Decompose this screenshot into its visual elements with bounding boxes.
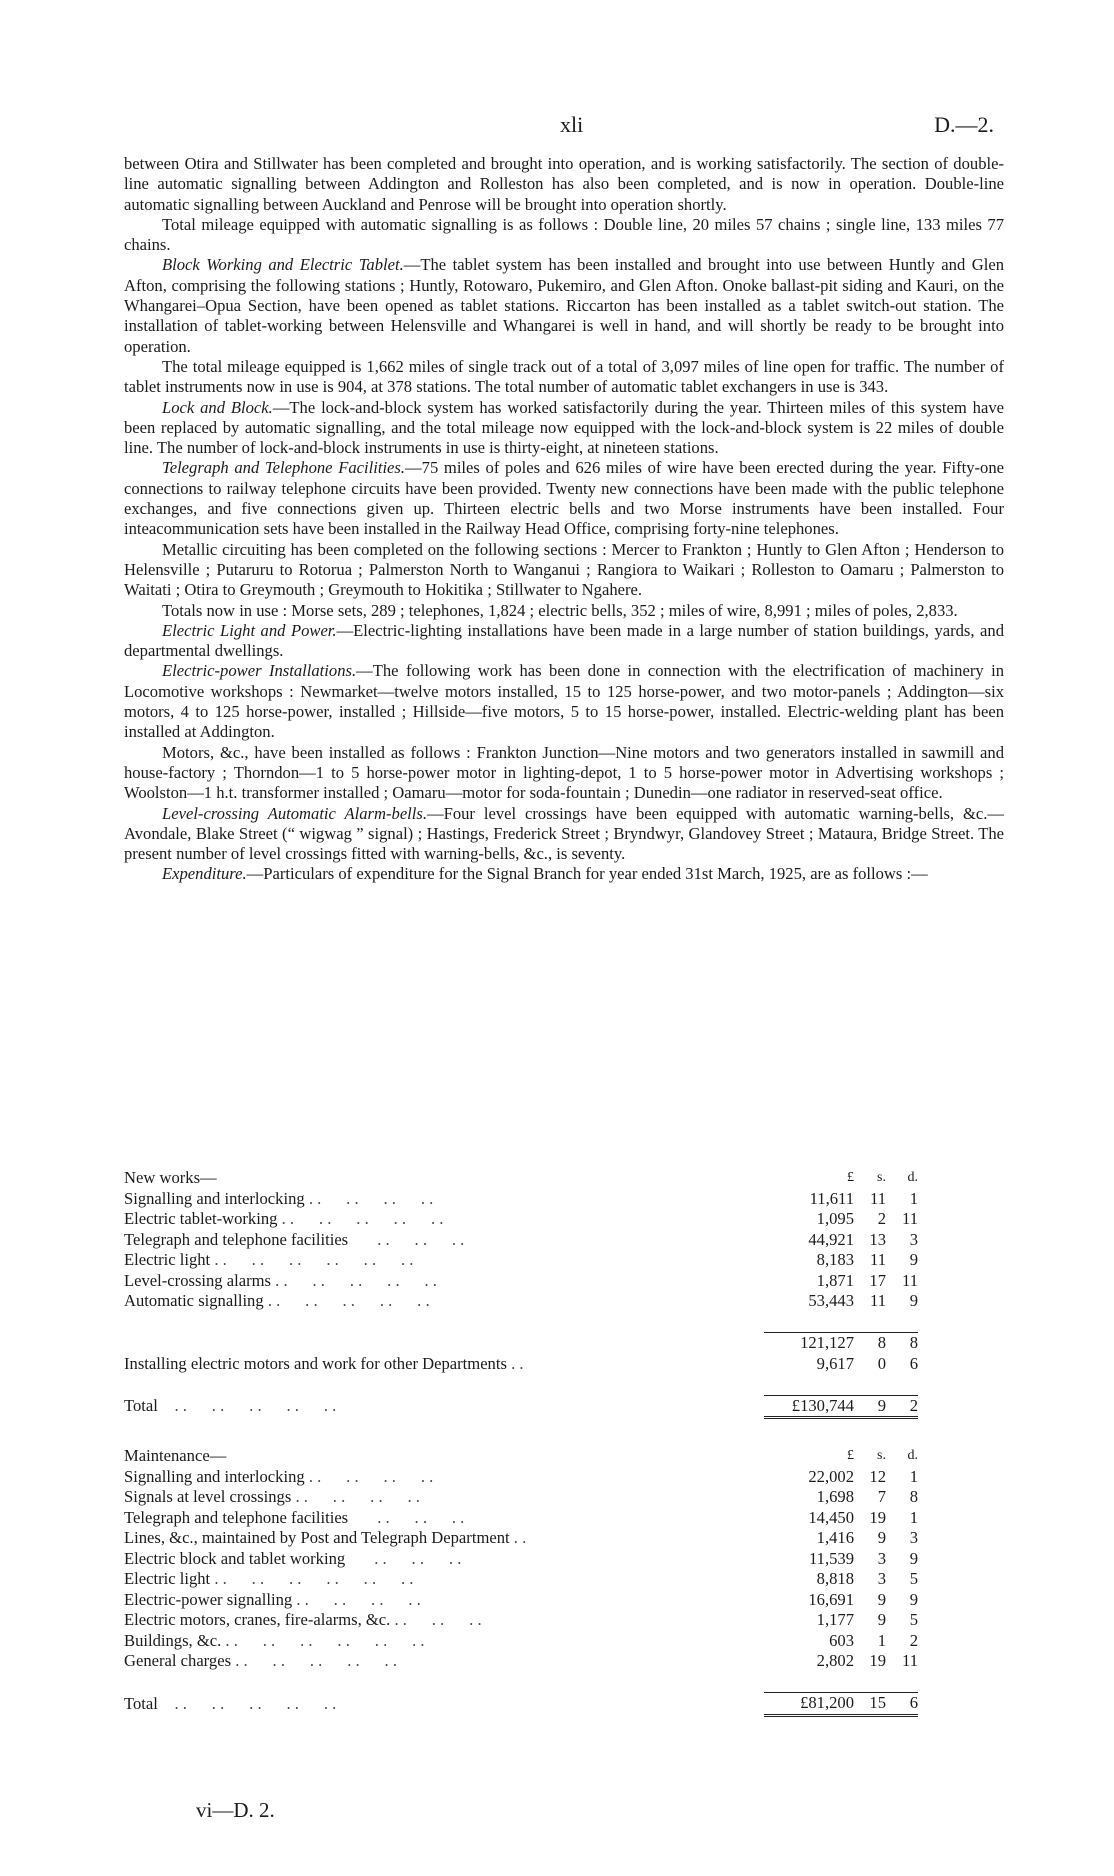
page-footer-signature: vi—D. 2. [196, 1798, 275, 1822]
paragraph: Block Working and Electric Tablet.—The tablet system has been installed and brought into use between Huntly and Glen Afton, comprising the following stations ; Huntly, Rotowaro, Pukemiro, and Glen Afton. Onoke ballast-pit siding and Kauri, on the Whangarei–Opua Section, have been opened as tablet stations. Riccarton has been installed as a tablet switch-out station. The installation of tablet-working between Helensville and Whangarei is well in hand, and will shortly be ready to be brought into operation. [124, 255, 1004, 356]
amount-shillings: 9 [877, 1610, 886, 1629]
table-row: Signalling and interlocking . . . . . . . . 22,002 12 1 [124, 1466, 918, 1486]
paragraph: Electric-power Installations.—The following work has been done in connection with the electrification of machinery in Locomotive workshops : Newmarket—twelve motors installed, 15 to 125 horse-power, and two motor-panels ; Addington—six motors, 4 to 125 horse-power, installed ; Hillside—five motors, 5 to 15 horse-power, installed. Electric-welding plant has been installed at Addington. [124, 661, 1004, 742]
paragraph: Level-crossing Automatic Alarm-bells.—Four level crossings have been equipped with automatic warning-bells, &c.—Avondale, Blake Street (“ wigwag ” signal) ; Hastings, Frederick Street ; Bryndwyr, Glandovey Street ; Mataura, Bridge Street. The present number of level crossings fitted with warning-bells, &c., is seventy. [124, 803, 1004, 864]
table-row: Electric block and tablet working . . . . . . 11,539 3 9 [124, 1548, 918, 1568]
section-heading: Electric-power Installations. [162, 661, 357, 681]
amount-shillings: 11 [870, 1250, 886, 1269]
amount-shillings: 19 [869, 1507, 886, 1527]
amount-shillings: 0 [877, 1353, 886, 1373]
row-label: Electric light [124, 1250, 211, 1269]
amount-pence: 3 [909, 1229, 918, 1249]
amount-shillings: 12 [869, 1466, 886, 1486]
row-label: Level-crossing alarms [124, 1270, 271, 1290]
row-label: Electric tablet-working [124, 1209, 278, 1228]
amount-pounds: 1,871 [816, 1270, 854, 1290]
table-row: Lines, &c., maintained by Post and Telegraph Department . . 1,416 9 3 [124, 1528, 918, 1547]
total-pounds: £130,744 [764, 1395, 854, 1418]
amount-pounds: 8,183 [816, 1250, 854, 1269]
subtotal-row [124, 1333, 1024, 1354]
amount-shillings: 1 [877, 1630, 886, 1650]
amount-shillings: 17 [869, 1270, 886, 1290]
row-label: General charges [124, 1651, 232, 1670]
paragraph: Expenditure.—Particulars of expenditure for the Signal Branch for year ended 31st March, 1925, are as follows :— [162, 864, 928, 884]
table-row: Telegraph and telephone facilities . . . . . . 44,921 13 3 [124, 1229, 918, 1249]
amount-pounds: 1,177 [816, 1610, 854, 1629]
row-label: Automatic signalling [124, 1291, 264, 1310]
row-label: Telegraph and telephone facilities [124, 1507, 349, 1527]
amount-shillings: 9 [877, 1528, 886, 1547]
total-pence: 2 [886, 1395, 918, 1418]
unit-shillings: s. [877, 1170, 886, 1185]
total-shillings: 9 [854, 1395, 886, 1418]
page-header [0, 112, 1114, 142]
amount-pence: 1 [909, 1466, 918, 1486]
amount-shillings: 3 [877, 1548, 886, 1568]
table-row: Electric-power signalling . . . . . . . . 16,691 9 9 [124, 1589, 918, 1609]
table-row: Electric light . . . . . . . . . . . . 8,183 11 9 [124, 1250, 918, 1269]
amount-pounds: 9,617 [816, 1353, 854, 1373]
paragraph: Total mileage equipped with automatic signalling is as follows : Double line, 20 miles 57 chains ; single line, 133 miles 77 chains. [124, 214, 1004, 255]
amount-pence: 9 [909, 1291, 918, 1310]
amount-pence: 2 [909, 1630, 918, 1650]
page-number: xli [560, 112, 584, 137]
amount-shillings: 19 [869, 1651, 886, 1670]
subtotal-pounds: 121,127 [764, 1333, 854, 1354]
amount-shillings: 11 [870, 1291, 886, 1310]
table-row: General charges . . . . . . . . . . 2,802 19 11 [124, 1651, 918, 1670]
paragraph: Telegraph and Telephone Facilities.—75 miles of poles and 626 miles of wire have been erected during the year. Fifty-one connections to railway telephone circuits have been provided. Twenty new connections have been made with the public telephone exchanges, and five connections given up. Thirteen electric bells and two Morse instruments have been installed. Four inteacommunication sets have been installed in the Railway Head Office, comprising forty-nine telephones. [124, 458, 1004, 539]
amount-shillings: 7 [877, 1487, 886, 1506]
table-row: Electric motors, cranes, fire-alarms, &c. . . . . . . 1,177 9 5 [124, 1610, 918, 1629]
table-row: Installing electric motors and work for other Departments . . 9,617 0 6 [124, 1353, 918, 1373]
total-shillings: 15 [854, 1693, 886, 1716]
amount-pence: 9 [909, 1589, 918, 1609]
row-label: Signals at level crossings [124, 1487, 292, 1506]
new-works-table [124, 1168, 1024, 1419]
amount-pounds: 53,443 [808, 1291, 854, 1310]
amount-shillings: 3 [877, 1569, 886, 1588]
amount-pence: 1 [909, 1507, 918, 1527]
total-pence: 6 [886, 1693, 918, 1716]
row-label: Electric block and tablet working [124, 1548, 346, 1568]
amount-pence: 5 [909, 1569, 918, 1588]
row-label: Lines, &c., maintained by Post and Telegraph Department [124, 1528, 510, 1547]
amount-pounds: 1,095 [816, 1209, 854, 1228]
unit-pence: d. [907, 1448, 918, 1463]
total-row: Total . . . . . . . . . . £130,744 9 2 [124, 1395, 1024, 1418]
paragraph: Totals now in use : Morse sets, 289 ; telephones, 1,824 ; electric bells, 352 ; miles of wire, 8,991 ; miles of poles, 2,833. [162, 600, 958, 620]
amount-shillings: 11 [870, 1188, 886, 1208]
row-label: Electric-power signalling [124, 1589, 293, 1609]
table-group-header [124, 1446, 1024, 1467]
amount-pence: 6 [909, 1353, 918, 1373]
section-heading: Telegraph and Telephone Facilities. [162, 458, 406, 478]
amount-pounds: 1,416 [816, 1528, 854, 1547]
amount-shillings: 2 [877, 1209, 886, 1228]
row-label: Buildings, &c. [124, 1630, 222, 1650]
table-group-header [124, 1168, 1024, 1189]
amount-pounds: 2,802 [816, 1651, 854, 1670]
amount-pence: 11 [902, 1270, 918, 1290]
amount-pounds: 11,611 [809, 1188, 854, 1208]
row-label: Signalling and interlocking [124, 1188, 305, 1208]
amount-pence: 1 [909, 1188, 918, 1208]
section-heading: Block Working and Electric Tablet. [162, 255, 404, 275]
row-label: Signalling and interlocking [124, 1466, 305, 1486]
amount-pence: 11 [902, 1651, 918, 1670]
amount-pounds: 14,450 [808, 1507, 854, 1527]
total-label: Total [124, 1396, 158, 1415]
row-label: Electric motors, cranes, fire-alarms, &c. [124, 1610, 391, 1629]
amount-pounds: 16,691 [808, 1589, 854, 1609]
amount-pounds: 11,539 [808, 1548, 854, 1568]
amount-pounds: 1,698 [816, 1487, 854, 1506]
table-row: Signals at level crossings . . . . . . . . 1,698 7 8 [124, 1487, 918, 1506]
row-label: Telegraph and telephone facilities [124, 1229, 349, 1249]
amount-pence: 8 [909, 1487, 918, 1506]
amount-pence: 11 [902, 1209, 918, 1228]
paragraph: Motors, &c., have been installed as follows : Frankton Junction—Nine motors and two generators installed in sawmill and house-factory ; Thorndon—1 to 5 horse-power motor in lighting-depot, 1 to 5 horse-power motor in Advertising workshops ; Woolston—1 h.t. transformer installed ; Oamaru—motor for soda-fountain ; Dunedin—one radiator in reserved-seat office. [124, 742, 1004, 803]
paragraph: between Otira and Stillwater has been completed and brought into operation, and is working satisfactorily. The section of double-line automatic signalling between Addington and Rolleston has also been completed, and is now in operation. Double-line automatic signalling between Auckland and Penrose will be brought into operation shortly. [124, 154, 1004, 214]
document-reference: D.—2. [934, 112, 994, 137]
unit-pounds: £ [847, 1170, 854, 1185]
amount-shillings: 13 [869, 1229, 886, 1249]
table-row: Telegraph and telephone facilities . . . . . . 14,450 19 1 [124, 1507, 918, 1527]
table-row: Automatic signalling . . . . . . . . . . 53,443 11 9 [124, 1291, 918, 1310]
amount-pence: 5 [909, 1610, 918, 1629]
table-row: Buildings, &c. . . . . . . . . . . . . 603 1 2 [124, 1630, 918, 1650]
row-label: Electric light [124, 1569, 211, 1588]
row-label: Installing electric motors and work for other Departments [124, 1353, 507, 1373]
table-row: Level-crossing alarms . . . . . . . . . . 1,871 17 11 [124, 1270, 918, 1290]
table-row: Electric tablet-working . . . . . . . . . . 1,095 2 11 [124, 1209, 918, 1228]
maintenance-table [124, 1446, 1024, 1717]
table-row: Signalling and interlocking . . . . . . . . 11,611 11 1 [124, 1188, 918, 1208]
section-heading: Level-crossing Automatic Alarm-bells. [162, 803, 428, 823]
paragraph: Metallic circuiting has been completed on the following sections : Mercer to Frankton ; Huntly to Glen Afton ; Henderson to Helensville ; Putaruru to Rotorua ; Palmerston North to Wanganui ; Rangiora to Waikari ; Rolleston to Oamaru ; Palmerston to Waitati ; Otira to Greymouth ; Greymouth to Hokitika ; Stillwater to Ngahere. [124, 539, 1004, 600]
body-text [124, 154, 1004, 885]
amount-pounds: 22,002 [808, 1466, 854, 1486]
unit-pence: d. [907, 1170, 918, 1185]
unit-shillings: s. [877, 1448, 886, 1463]
amount-pence: 3 [909, 1528, 918, 1547]
amount-pounds: 8,818 [816, 1569, 854, 1588]
total-label: Total [124, 1693, 158, 1713]
amount-pounds: 603 [829, 1630, 854, 1650]
total-pounds: £81,200 [764, 1693, 854, 1716]
section-heading: Lock and Block. [162, 397, 273, 417]
table-row: Electric light . . . . . . . . . . . . 8,818 3 5 [124, 1569, 918, 1588]
amount-pounds: 44,921 [808, 1229, 854, 1249]
amount-pence: 9 [909, 1548, 918, 1568]
paragraph: Lock and Block.—The lock-and-block system has worked satisfactorily during the year. Thirteen miles of this system have been replaced by automatic signalling, and the total mileage now equipped with the lock-and-block system is 22 miles of double line. The number of lock-and-block instruments in use is thirty-eight, at nineteen stations. [124, 397, 1004, 458]
unit-pounds: £ [847, 1448, 854, 1463]
total-row: Total . . . . . . . . . . £81,200 15 6 [124, 1693, 1024, 1716]
group-title: Maintenance— [124, 1446, 227, 1465]
amount-shillings: 9 [877, 1589, 886, 1609]
paragraph: Electric Light and Power.—Electric-lighting installations have been made in a large number of station buildings, yards, and departmental dwellings. [124, 620, 1004, 661]
group-title: New works— [124, 1168, 217, 1187]
subtotal-pence: 8 [886, 1333, 918, 1354]
paragraph: The total mileage equipped is 1,662 miles of single track out of a total of 3,097 miles of line open for traffic. The number of tablet instruments now in use is 904, at 378 stations. The total number of automatic tablet exchangers in use is 343. [124, 356, 1004, 397]
amount-pence: 9 [909, 1250, 918, 1269]
section-heading: Electric Light and Power. [162, 620, 337, 640]
subtotal-shillings: 8 [854, 1333, 886, 1354]
section-heading: Expenditure. [162, 864, 247, 884]
